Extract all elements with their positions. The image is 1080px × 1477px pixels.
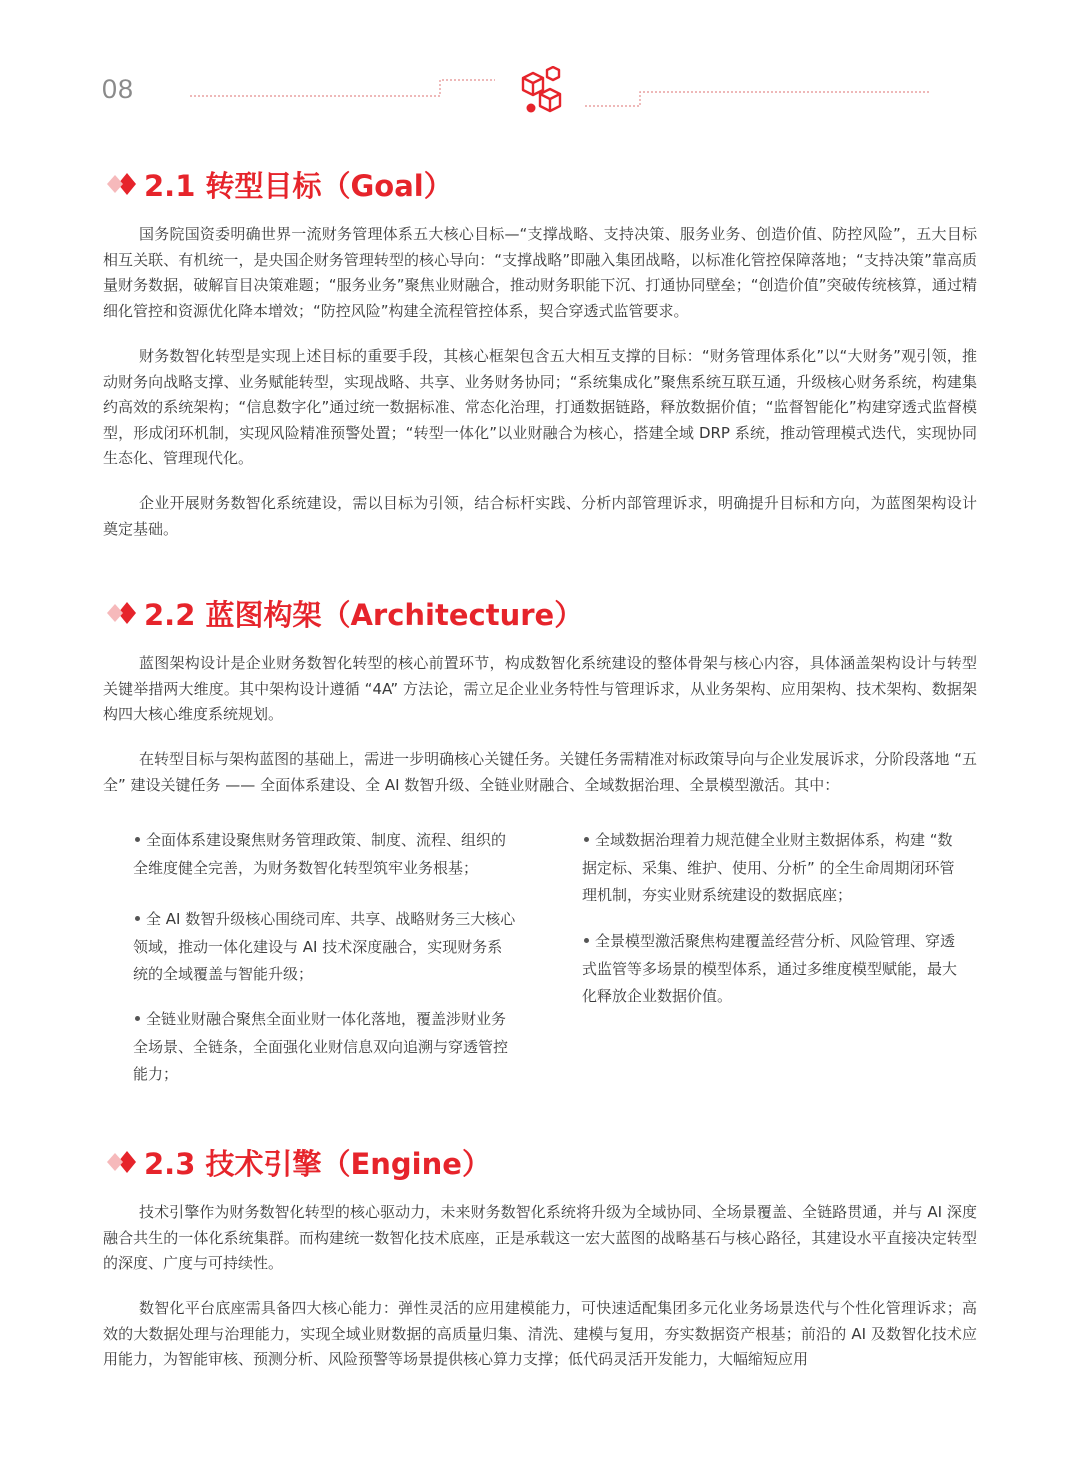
bullet-dot-icon	[135, 1016, 140, 1021]
section-title: 2.2 蓝图构架（Architecture）	[144, 597, 584, 632]
section-heading-2-2	[104, 591, 583, 635]
bullet-item	[582, 928, 966, 1011]
bullet-item	[133, 1006, 517, 1089]
header-decoration	[190, 66, 930, 120]
bullet-text: 全链业财融合聚焦全面业财一体化落地，覆盖涉财业务全场景、全链条，全面强化业财信息双向追溯与穿透管控能力；	[133, 1010, 509, 1083]
bullet-item	[133, 906, 517, 989]
paragraph: 企业开展财务数智化系统建设，需以目标为引领，结合标杆实践、分析内部管理诉求，明确提升目标和方向，为蓝图架构设计奠定基础。	[103, 494, 977, 538]
paragraph: 技术引擎作为财务数智化转型的核心驱动力，未来财务数智化系统将升级为全域协同、全场景覆盖、全链路贯通，并与 AI 深度融合共生的一体化系统集群。而构建统一数智化技术底座，正是承载这一宏大蓝图的战略基石与核心路径，其建设水平直接决定转型的深度、广度与可持续性。	[103, 1203, 977, 1272]
bullet-dot-icon	[584, 938, 589, 943]
section-heading-2-3	[104, 1140, 491, 1184]
paragraph: 数智化平台底座需具备四大核心能力：弹性灵活的应用建模能力，可快速适配集团多元化业务场景迭代与个性化管理诉求；高效的大数据处理与治理能力，实现全域业财数据的高质量归集、清洗、建模与复用，夯实数据资产根基；前沿的 AI 及数智化技术应用能力，为智能审核、预测分析、风险预警等场景提供核心算力支撑；低代码灵活开发能力，大幅缩短应用	[103, 1299, 977, 1368]
diamond-icon	[104, 1147, 142, 1177]
red-dot-icon	[527, 104, 536, 113]
paragraph: 财务数智化转型是实现上述目标的重要手段，其核心框架包含五大相互支撑的目标：“财务管理体系化”以“大财务”观引领，推动财务向战略支撑、业务赋能转型，实现战略、共享、业务财务协同；“系统集成化”聚焦系统互联互通，升级核心财务系统，构建集约高效的系统架构；“信息数字化”通过统一数据标准、常态化治理，打通数据链路，释放数据价值；“监督智能化”构建穿透式监督模型，形成闭环机制，实现风险精准预警处置；“转型一体化”以业财融合为核心，搭建全域 DRP 系统，推动管理模式迭代，实现协同生态化、管理现代化。	[103, 347, 977, 467]
section-heading-2-1	[104, 162, 453, 206]
bullet-dot-icon	[135, 916, 140, 921]
bullet-text: 全景模型激活聚焦构建覆盖经营分析、风险管理、穿透式监管等多场景的模型体系，通过多维度模型赋能，最大化释放企业数据价值。	[582, 932, 958, 1005]
diamond-icon	[104, 598, 142, 628]
bullet-dot-icon	[135, 837, 140, 842]
bullet-item	[133, 827, 517, 882]
page-number: 08	[102, 74, 135, 104]
header-right-rule	[585, 92, 930, 106]
bullet-item	[582, 827, 966, 910]
paragraph: 蓝图架构设计是企业财务数智化转型的核心前置环节，构成数智化系统建设的整体骨架与核心内容，具体涵盖架构设计与转型关键举措两大维度。其中架构设计遵循 “4A” 方法论，需立足企业业务特性与管理诉求，从业务架构、应用架构、技术架构、数据架构四大核心维度系统规划。	[103, 654, 977, 723]
bullet-dot-icon	[584, 837, 589, 842]
paragraph: 国务院国资委明确世界一流财务管理体系五大核心目标—“支撑战略、支持决策、服务业务、创造价值、防控风险”，五大目标相互关联、有机统一，是央国企财务管理转型的核心导向：“支撑战略”即融入集团战略，以标准化管控保障落地；“支持决策”靠高质量财务数据，破解盲目决策难题；“服务业务”聚焦业财融合，推动财务职能下沉、打通协同壁垒；“创造价值”突破传统核算，通过精细化管控和资源优化降本增效；“防控风险”构建全流程管控体系，契合穿透式监管要求。	[103, 225, 977, 320]
bullet-text: 全面体系建设聚焦财务管理政策、制度、流程、组织的全维度健全完善，为财务数智化转型筑牢业务根基；	[133, 831, 507, 877]
diamond-icon	[104, 169, 142, 199]
bullet-text: 全 AI 数智升级核心围绕司库、共享、战略财务三大核心领域，推动一体化建设与 AI 技术深度融合，实现财务系统的全域覆盖与智能升级；	[133, 910, 516, 983]
paragraph: 在转型目标与架构蓝图的基础上，需进一步明确核心关键任务。关键任务需精准对标政策导向与企业发展诉求，分阶段落地 “五全” 建设关键任务 —— 全面体系建设、全 AI 数智升级、全链业财融合、全域数据治理、全景模型激活。其中：	[103, 750, 977, 794]
section-title: 2.1 转型目标（Goal）	[144, 168, 453, 203]
header-left-rule	[190, 80, 495, 96]
section-title: 2.3 技术引擎（Engine）	[144, 1146, 491, 1181]
bullet-text: 全域数据治理着力规范健全业财主数据体系，构建 “数据定标、采集、维护、使用、分析” 的全生命周期闭环管理机制，夯实业财系统建设的数据底座；	[582, 831, 955, 904]
